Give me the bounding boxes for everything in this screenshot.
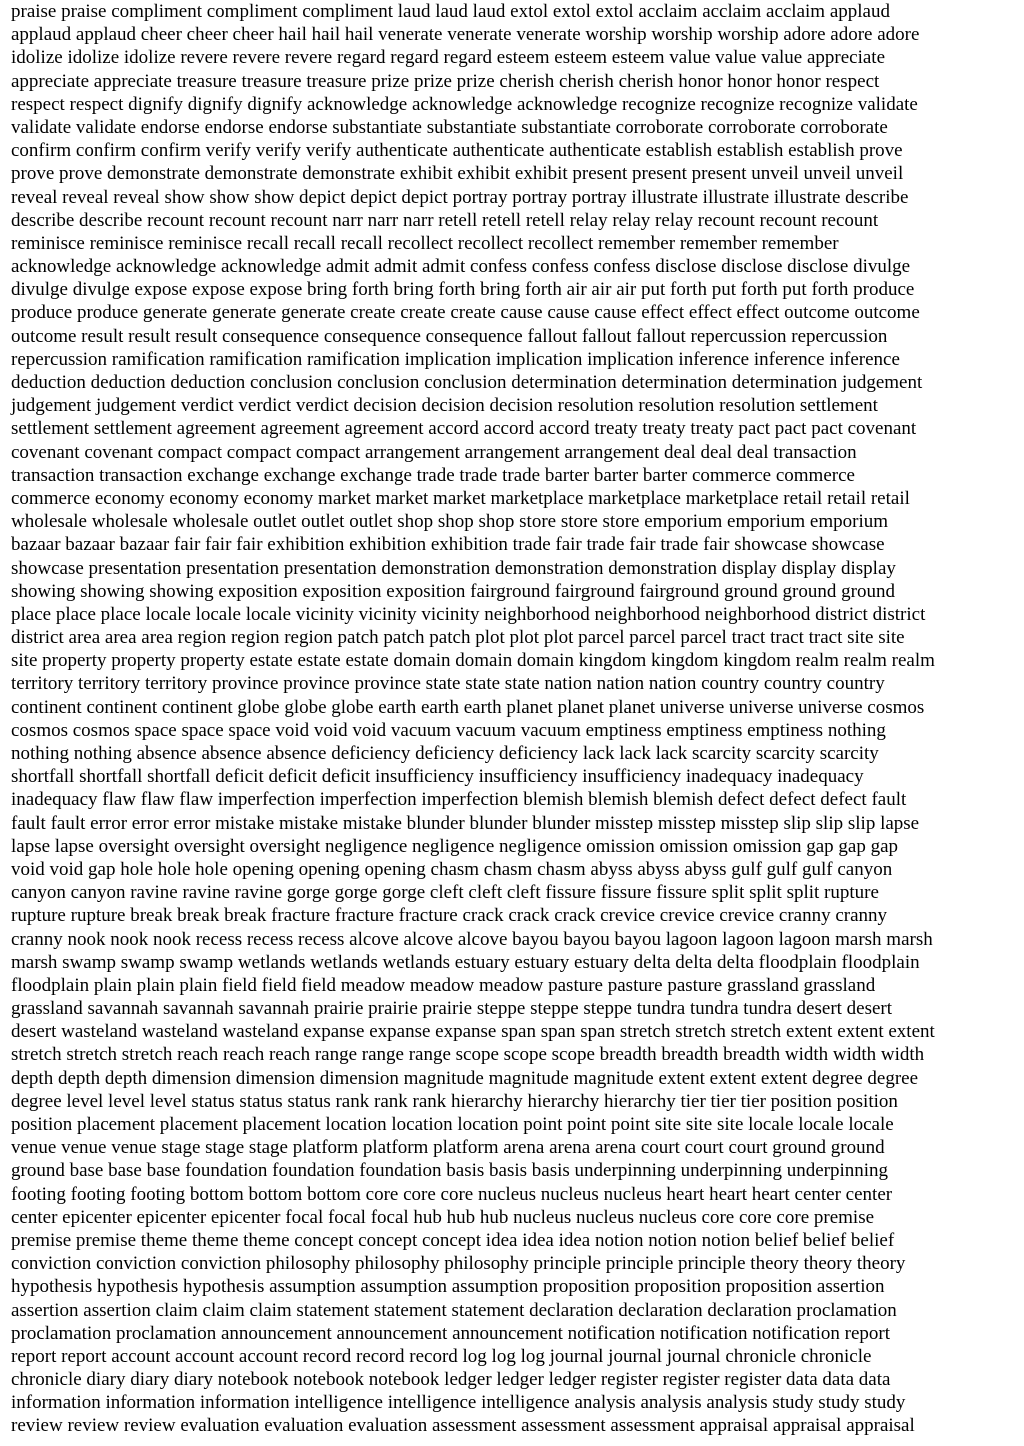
text-line: floodplain plain plain plain field field field meadow meadow meadow pasture pasture pasture grassland grassland: [11, 974, 876, 996]
text-line: showcase presentation presentation presentation demonstration demonstration demonstration display display display: [11, 557, 896, 579]
text-line: conviction conviction conviction philosophy philosophy philosophy principle principle principle theory theory theory: [11, 1253, 906, 1275]
text-line: reveal reveal reveal show show show depict depict depict portray portray portray illustrate illustrate illustrate describe: [11, 186, 909, 208]
text-line: nothing nothing absence absence absence deficiency deficiency deficiency lack lack lack scarcity scarcity scarcity: [11, 743, 879, 764]
text-line: inadequacy flaw flaw flaw imperfection imperfection imperfection blemish blemish blemish defect defect defect fault: [11, 789, 907, 811]
text-line: judgement judgement verdict verdict verdict decision decision decision resolution resolution resolution settlement: [11, 395, 878, 417]
text-line: site property property property estate estate estate domain domain domain kingdom kingdom kingdom realm realm realm: [11, 650, 935, 672]
text-line: reminisce reminisce reminisce recall recall recall recollect recollect recollect remember remember remember: [11, 232, 839, 254]
text-line: place place place locale locale locale vicinity vicinity vicinity neighborhood neighborhood neighborhood district district: [11, 603, 926, 625]
text-line: information information information intelligence intelligence intelligence analysis analysis analysis study study study: [11, 1392, 906, 1414]
text-line: center epicenter epicenter epicenter focal focal focal hub hub hub nucleus nucleus nucleus core core core premise: [11, 1206, 875, 1228]
text-line: cranny nook nook nook recess recess recess alcove alcove alcove bayou bayou bayou lagoon lagoon lagoon marsh marsh: [11, 928, 933, 950]
text-line: degree level level level status status status rank rank rank hierarchy hierarchy hierarchy tier tier tier position position: [11, 1090, 898, 1112]
text-line: showing showing showing exposition exposition exposition fairground fairground fairground ground ground ground: [11, 580, 895, 602]
text-line: rupture rupture break break break fracture fracture fracture crack crack crack crevice crevice crevice cranny cranny: [11, 905, 888, 927]
text-line: covenant covenant compact compact compact arrangement arrangement arrangement deal deal deal transaction: [11, 441, 857, 463]
text-line: territory territory territory province province province state state state nation nation nation country country country: [11, 673, 885, 695]
text-line: assertion assertion claim claim claim statement statement statement declaration declaration declaration proclamation: [11, 1299, 897, 1321]
text-line: outcome result result result consequence consequence consequence fallout fallout fallout repercussion repercussion: [11, 325, 888, 347]
text-line: canyon canyon ravine ravine ravine gorge gorge gorge cleft cleft cleft fissure fissure fissure split split split rupture: [11, 882, 879, 904]
text-line: acknowledge acknowledge acknowledge admit admit admit confess confess confess disclose disclose disclose divulge: [11, 256, 911, 278]
text-line: lapse lapse oversight oversight oversight negligence negligence negligence omission omission omission gap gap gap: [11, 835, 899, 857]
text-line: shortfall shortfall shortfall deficit deficit deficit insufficiency insufficiency insufficiency inadequacy inadequacy: [11, 766, 864, 788]
text-line: chronicle diary diary diary notebook notebook notebook ledger ledger ledger register register register data data data: [11, 1369, 891, 1391]
text-line: settlement settlement agreement agreement agreement accord accord accord treaty treaty treaty pact pact pact covenant: [11, 418, 917, 440]
text-line: fault fault error error error mistake mistake mistake blunder blunder blunder misstep misstep misstep slip slip slip lapse: [11, 812, 920, 834]
text-line: describe describe recount recount recount narr narr narr retell retell retell relay relay relay recount recount recount: [11, 209, 879, 231]
text-line: praise praise compliment compliment compliment laud laud laud extol extol extol acclaim acclaim acclaim applaud: [11, 1, 890, 22]
text-line: premise premise theme theme theme concept concept concept idea idea idea notion notion notion belief belief belief: [11, 1229, 895, 1251]
text-line: desert wasteland wasteland wasteland expanse expanse expanse span span span stretch stretch stretch extent extent extent: [11, 1021, 935, 1043]
text-line: ground base base base foundation foundation foundation basis basis basis underpinning underpinning underpinning: [11, 1160, 889, 1182]
text-line: produce produce generate generate generate create create create cause cause cause effect effect effect outcome outcome: [11, 302, 920, 324]
text-line: validate validate endorse endorse endorse substantiate substantiate substantiate corroborate corroborate corroborate: [11, 116, 888, 138]
text-line: grassland savannah savannah savannah prairie prairie prairie steppe steppe steppe tundra tundra tundra desert desert: [11, 998, 893, 1020]
text-line: review review review evaluation evaluation evaluation assessment assessment assessment appraisal appraisal appraisal: [11, 1415, 915, 1437]
text-line: prove prove demonstrate demonstrate demonstrate exhibit exhibit exhibit present present present unveil unveil unveil: [11, 163, 904, 185]
text-line: cosmos cosmos space space space void void void vacuum vacuum vacuum emptiness emptiness emptiness nothing: [11, 719, 886, 741]
text-line: divulge divulge expose expose expose bring forth bring forth bring forth air air air put forth put forth put forth produce: [11, 279, 915, 301]
text-line: position placement placement placement location location location point point point site site site locale locale locale: [11, 1114, 894, 1135]
text-line: marsh swamp swamp swamp wetlands wetlands wetlands estuary estuary estuary delta delta delta floodplain floodplain: [11, 951, 920, 973]
text-line: transaction transaction exchange exchange exchange trade trade trade barter barter barter commerce commerce: [11, 464, 855, 486]
text-line: venue venue venue stage stage stage platform platform platform arena arena arena court court court ground ground: [11, 1137, 885, 1159]
text-line: commerce economy economy economy market market market marketplace marketplace marketplace retail retail retail: [11, 487, 910, 509]
text-line: applaud applaud cheer cheer cheer hail hail hail venerate venerate venerate worship worship worship adore adore adore: [11, 24, 920, 46]
text-line: idolize idolize idolize revere revere revere regard regard regard esteem esteem esteem value value value appreciate: [11, 47, 886, 69]
text-line: report report account account account record record record log log log journal journal journal chronicle chronicle: [11, 1345, 872, 1367]
text-line: depth depth depth dimension dimension dimension magnitude magnitude magnitude extent extent extent degree degree: [11, 1067, 919, 1089]
text-line: respect respect dignify dignify dignify acknowledge acknowledge acknowledge recognize recognize recognize validate: [11, 93, 918, 115]
text-line: wholesale wholesale wholesale outlet outlet outlet shop shop shop store store store emporium emporium emporium: [11, 511, 888, 533]
text-line: stretch stretch stretch reach reach reach range range range scope scope scope breadth breadth breadth width width width: [11, 1044, 925, 1066]
text-line: bazaar bazaar bazaar fair fair fair exhibition exhibition exhibition trade fair trade fair trade fair showcase showcase: [11, 534, 885, 556]
text-line: proclamation proclamation announcement announcement announcement notification notification notification report: [11, 1322, 890, 1344]
text-line: void void gap hole hole hole opening opening opening chasm chasm chasm abyss abyss abyss gulf gulf gulf canyon: [11, 858, 893, 880]
text-line: hypothesis hypothesis hypothesis assumption assumption assumption proposition proposition proposition assertion: [11, 1276, 885, 1298]
text-line: continent continent continent globe globe globe earth earth earth planet planet planet universe universe universe cosmos: [11, 696, 925, 718]
text-line: appreciate appreciate treasure treasure treasure prize prize prize cherish cherish cherish honor honor honor respect: [11, 70, 880, 92]
text-line: repercussion ramification ramification ramification implication implication implication inference inference inference: [11, 348, 900, 370]
text-line: footing footing footing bottom bottom bottom core core core nucleus nucleus nucleus heart heart heart center center: [11, 1183, 893, 1205]
text-line: district area area area region region region patch patch patch plot plot plot parcel parcel parcel tract tract tract site site: [11, 627, 905, 649]
text-line: confirm confirm confirm verify verify verify authenticate authenticate authenticate establish establish establish prove: [11, 140, 903, 162]
text-line: deduction deduction deduction conclusion conclusion conclusion determination determination determination judgement: [11, 372, 923, 393]
